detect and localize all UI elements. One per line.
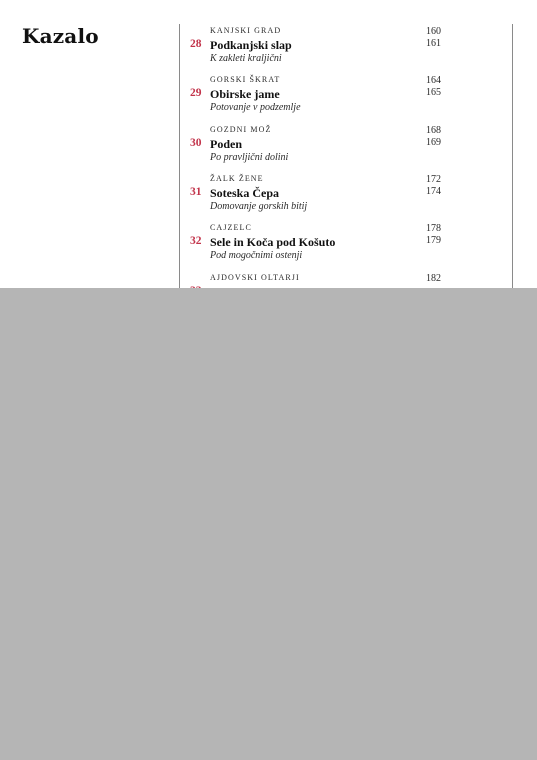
entry-title-page: 161 — [426, 38, 441, 49]
entry-subtitle-page: 178 — [426, 223, 441, 234]
entry-description: Domovanje gorskih bitij — [210, 201, 308, 212]
entry-subtitle: GORSKI ŠKRAT — [210, 75, 281, 84]
entry-title[interactable]: Soteska Čepa — [210, 186, 280, 200]
gray-overlay — [0, 288, 537, 760]
entry-subtitle: GOZDNI MOŽ — [210, 125, 272, 134]
entry-description: K zakleti kraljični — [210, 53, 282, 64]
entry-subtitle-page: 164 — [426, 75, 441, 86]
entry-title-page: 169 — [426, 137, 441, 148]
entry-subtitle-page: 160 — [426, 26, 441, 37]
entry-title-page: 165 — [426, 87, 441, 98]
entry-title[interactable]: Sele in Koča pod Košuto — [210, 235, 336, 249]
toc-entry[interactable] — [0, 223, 537, 271]
entry-title[interactable]: Obirske jame — [210, 87, 280, 101]
entry-subtitle-page: 182 — [426, 273, 441, 284]
entry-description: Potovanje v podzemlje — [210, 102, 301, 113]
entry-subtitle-page: 172 — [426, 174, 441, 185]
entry-number: 30 — [190, 137, 202, 149]
entry-description: Po pravljični dolini — [210, 152, 289, 163]
entry-subtitle: AJDOVSKI OLTARJI — [210, 273, 300, 282]
entry-title[interactable]: Poden — [210, 137, 243, 151]
entry-number: 31 — [190, 186, 202, 198]
toc-entry[interactable] — [0, 75, 537, 123]
toc-entry[interactable] — [0, 125, 537, 173]
entry-subtitle: CAJZELC — [210, 223, 252, 232]
entry-number: 32 — [190, 235, 202, 247]
page-title: Kazalo — [22, 24, 99, 48]
entry-subtitle-page: 168 — [426, 125, 441, 136]
entry-title[interactable]: Podkanjski slap — [210, 38, 292, 52]
entry-subtitle: KANJSKI GRAD — [210, 26, 282, 35]
entry-description: Pod mogočnimi ostenji — [210, 250, 303, 261]
toc-entry[interactable] — [0, 174, 537, 222]
entry-number: 29 — [190, 87, 202, 99]
entry-title-page: 179 — [426, 235, 441, 246]
toc-entry[interactable] — [0, 26, 537, 74]
entry-number: 28 — [190, 38, 202, 50]
entry-subtitle: ŽALK ŽENE — [210, 174, 264, 183]
entry-title-page: 174 — [426, 186, 441, 197]
